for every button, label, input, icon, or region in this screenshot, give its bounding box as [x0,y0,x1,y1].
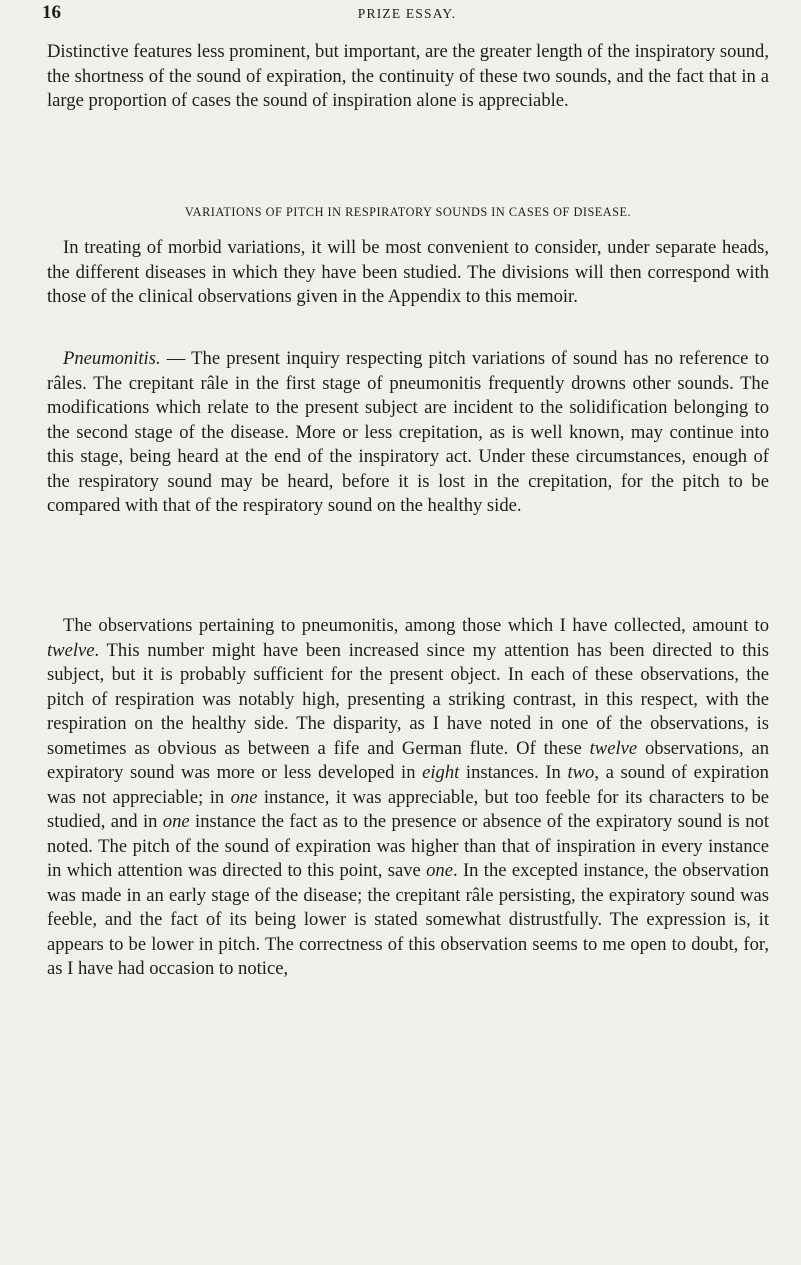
text-run: instance, it was appreciable, but too feeble for its characters to be studied, and in [47,786,770,832]
text-run: instances. In [459,762,568,783]
emphasis-twelve: twelve [589,737,638,759]
text-run: instance the fact as to the presence or absence of the expiratory sound is not noted. The pitch of the sound of expiration was higher than that of inspiration in every instance in which attention was directed to this point, save [47,811,769,881]
emphasis-one: one [426,860,453,881]
running-head: PRIZE ESSAY. [357,6,457,21]
emphasis-two: two [567,762,595,783]
page-header [42,2,772,30]
pneumonitis-heading: Pneumonitis. [63,348,161,369]
text-run: observations, an expiratory sound was more or less developed in [47,737,769,783]
section-title: VARIATIONS OF PITCH IN RESPIRATORY SOUNDS IN CASES OF DISEASE. [184,205,632,219]
text-run: . In the excepted instance, the observation was made in an early stage of the disease; the crepitant râle persisting, the expiratory sound was feeble, and the fact of its being lower is stated somewhat distrustfully. The expression is, it appears to be lower in pitch. The correctness of this observation seems to me open to doubt, for, as I have had occasion to notice, [47,860,769,979]
text-run: The observations pertaining to pneumonitis, among those which I have collected, amount to [63,615,769,636]
emphasis-eight: eight [422,762,460,783]
page-number: 16 [42,2,61,23]
emphasis-one: one [162,811,190,832]
text-run: , a sound of expiration was not appreciable; in [47,762,769,808]
pneumonitis-text: — The present inquiry respecting pitch variations of sound has no reference to râles. The crepitant râle in the first stage of pneumonitis frequently drowns other sounds. The modifications which relate to the present subject are incident to the solidification belonging to the second stage of the disease. More or less crepitation, as is well known, may continue into this stage, being heard at the end of the inspiratory act. Under these circumstances, enough of the respiratory sound may be heard, before it is lost in the crepitation, for the pitch to be compared with that of the respiratory sound on the healthy side. [47,348,769,516]
paragraph-intro: Distinctive features less prominent, but important, are the greater length of the inspiratory sound, the shortness of the sound of expiration, the continuity of these two sounds, and the fact that in a large proportion of cases the sound of inspiration alone is appreciable. [47,41,769,111]
emphasis-one: one [230,786,258,808]
paragraph-observations [47,614,769,982]
paragraph-morbid-variations: In treating of morbid variations, it will be most convenient to consider, under separate heads, the different diseases in which they have been studied. The divisions will then correspond with those of the clinical observations given in the Appendix to this memoir. [47,237,769,307]
emphasis-twelve: twelve [47,639,95,661]
text-run: . This number might have been increased since my attention has been directed to this subject, but it is probably sufficient for the present object. In each of these observations, the pitch of respiration was notably high, presenting a striking contrast, in this respect, with the respiration on the healthy side. The disparity, as I have noted in one of the observations, is sometimes as obvious as between a fife and German flute. Of these [47,639,769,759]
paragraph-pneumonitis [47,347,769,519]
